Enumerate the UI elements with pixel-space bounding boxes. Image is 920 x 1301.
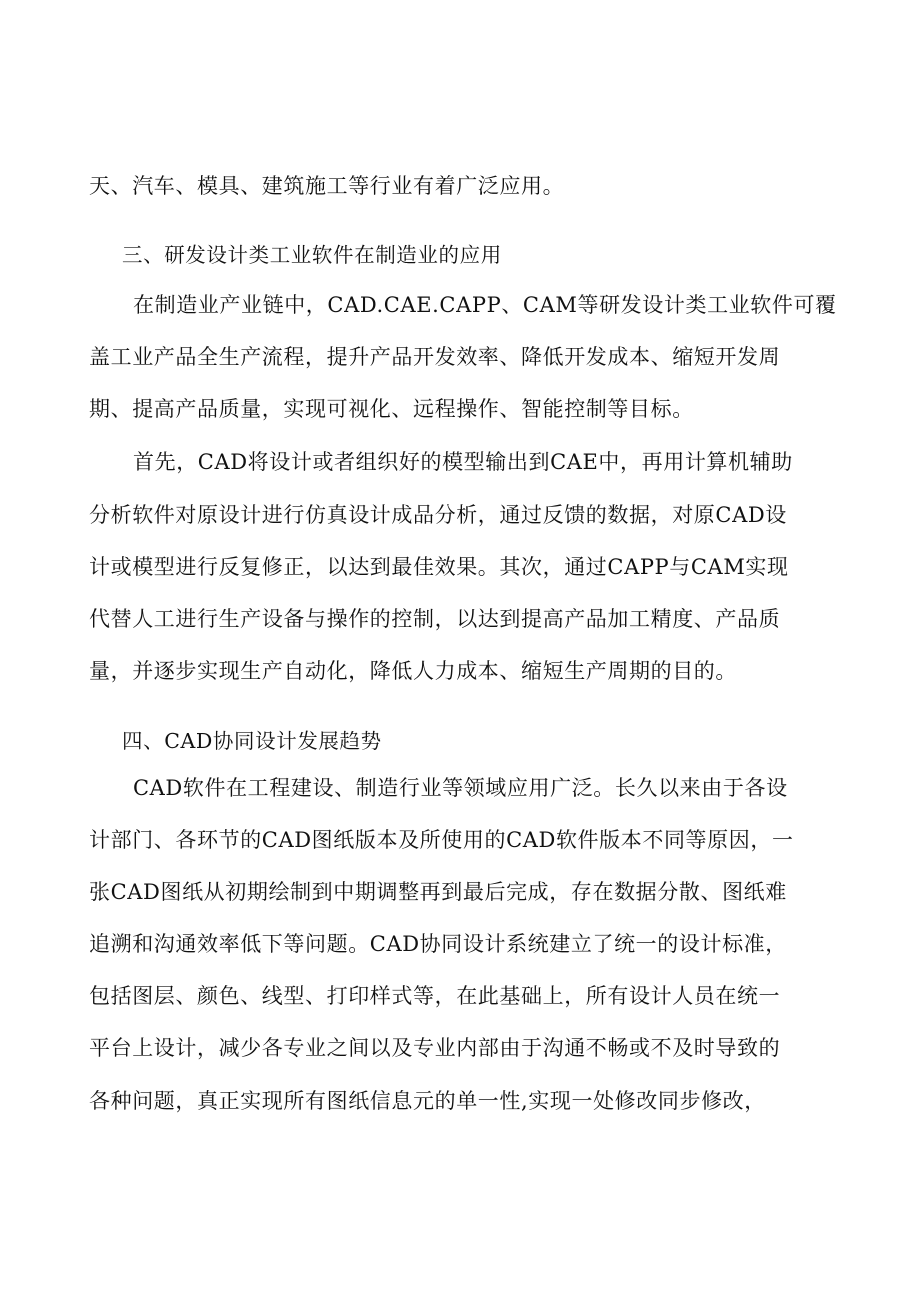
paragraph-line: 计或模型进行反复修正，以达到最佳效果。其次，通过CAPP与CAM实现 bbox=[89, 555, 789, 579]
paragraph-line: 追溯和沟通效率低下等问题。CAD协同设计系统建立了统一的设计标准， bbox=[89, 932, 787, 956]
paragraph-line: 代替人工进行生产设备与操作的控制，以达到提高产品加工精度、产品质 bbox=[89, 607, 781, 631]
paragraph-line: 张CAD图纸从初期绘制到中期调整再到最后完成，存在数据分散、图纸难 bbox=[89, 880, 787, 904]
paragraph-line: 分析软件对原设计进行仿真设计成品分析，通过反馈的数据，对原CAD设 bbox=[89, 503, 787, 527]
paragraph-line: 期、提高产品质量，实现可视化、远程操作、智能控制等目标。 bbox=[89, 397, 694, 421]
paragraph-line: 在制造业产业链中，CAD.CAE.CAPP、CAM等研发设计类工业软件可覆 bbox=[133, 293, 837, 317]
section-heading-3: 三、研发设计类工业软件在制造业的应用 bbox=[122, 243, 502, 267]
paragraph-line: 首先，CAD将设计或者组织好的模型输出到CAE中，再用计算机辅助 bbox=[133, 450, 793, 474]
paragraph-line: 量，并逐步实现生产自动化，降低人力成本、缩短生产周期的目的。 bbox=[89, 659, 737, 683]
continuation-line: 天、汽车、模具、建筑施工等行业有着广泛应用。 bbox=[89, 174, 565, 198]
paragraph-line: 盖工业产品全生产流程，提升产品开发效率、降低开发成本、缩短开发周 bbox=[89, 345, 781, 369]
paragraph-line: 各种问题，真正实现所有图纸信息元的单一性,实现一处修改同步修改， bbox=[89, 1089, 766, 1113]
paragraph-line: 计部门、各环节的CAD图纸版本及所使用的CAD软件版本不同等原因，一 bbox=[89, 828, 794, 852]
section-heading-4: 四、CAD协同设计发展趋势 bbox=[122, 729, 382, 753]
paragraph-line: CAD软件在工程建设、制造行业等领域应用广泛。长久以来由于各设 bbox=[133, 776, 788, 800]
paragraph-line: 平台上设计，减少各专业之间以及专业内部由于沟通不畅或不及时导致的 bbox=[89, 1036, 781, 1060]
paragraph-line: 包括图层、颜色、线型、打印样式等，在此基础上，所有设计人员在统一 bbox=[89, 984, 781, 1008]
